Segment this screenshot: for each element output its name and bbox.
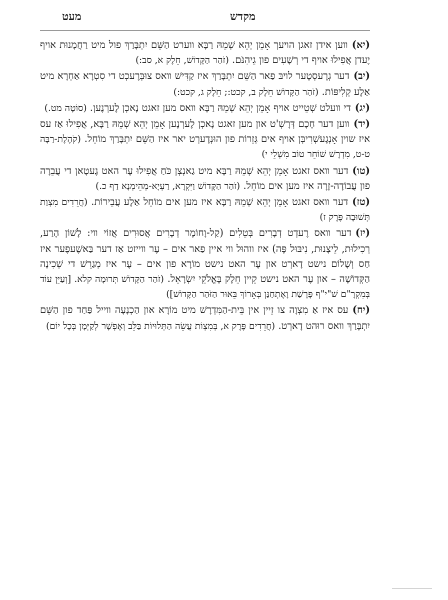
header-rule [40,30,370,31]
source-citation: (סוֹטָה מט.) [44,102,87,114]
paragraph-11 [40,38,370,68]
running-header-center: מקדש [230,10,256,23]
scan-edge-mark [392,588,432,589]
source-citation: (חֲרֵדִים פֶּרֶק א, בְּמִצְוֹת עֲשֵׂה הַתְּלוּיוֹת בַּלֵּב וְאֶפְשָׁר לְקַיְּמָן בְּכָל יוֹם) [46,320,276,332]
paragraph-text: װען דער חָכָם דְּרָשְׁ'ט און מען זאגט נָאכְן לֶערְנֶען אָמֵן יְהֵא שְׁמֵהּ רַבָּא, אֲפִילוּ אַז עס איז שוין אָנְגֶעשְׁרִיבְּן אױף אים גְּזֵרוֹת פון הוּנְדֶערְט יאר איז הַשֵּׁם יִתְבָּרַךְ מוֹחֵל. [40,119,370,146]
source-citation: (זֹהַר הַקָּדוֹשׁ חֵלֶק ב, קכט:; חֵלֶק ג, קכט:) [173,86,319,98]
paragraph-12 [40,69,370,99]
source-citation: (חֲרֵדִים מִצְוַת תְּשׁוּבָה פֶּרֶק ז) [40,197,370,224]
paragraph-number: (טז) [352,197,370,209]
paragraph-text: דער װאס זאגט אָמֵן יְהֵא שְׁמֵהּ רַבָּא איז מען אים מוֹחֵל אַלֶע עֲבֵירוֹת. [91,197,349,209]
paragraph-13 [40,101,370,116]
paragraph-text: די װעלט שְׁטֵייט אויף אָמֵן יְהֵא שְׁמֵהּ רַבָּא װאס מען זאגט נָאכְן לֶערְנֶען. [89,102,351,114]
paragraph-17 [40,226,370,302]
source-citation: (זֹהַר הַקָּדוֹשׁ וַיִּקְרָא, רַעְיָא-מְהֵימְנָא דַף כ.) [95,180,241,192]
paragraph-text: װען אידן זאגן הױעך אָמֵן יְהֵא שְׁמֵהּ רַבָּא װערט הַשֵּׁם יִתְבָּרַךְ פול מיט רַחֲמָנוּת אויף יֶעדן אֲפִילוּ אויף די רְשָׁעִים פון גֵיהִנֹּם. [40,40,370,67]
paragraph-number: (טו) [352,165,370,177]
running-header-left: מעט [62,10,82,23]
paragraph-text: דער װאס זאגט אָמֵן יְהֵא שְׁמֵהּ רַבָּא מיט גַאנְצְן כֹּחַ אֲפִילוּ עֶר האט גֶעטָאן די עֲבֵרָה פון עֲבוֹדָה-זָרָה איז מען אים מוֹחֵל. [40,165,370,192]
source-citation: (קֹהֶלֶת-רַבָּה ט-ט, מִדְרָשׁ שׁוֹחֵר טוֹב מִשְׁלֵי י) [40,134,370,161]
paragraph-number: (יח) [352,305,370,317]
source-citation: (זֹהַר הַקָּדוֹשׁ תְּרוּמָה קלא. [וְעַיֵּן עוֹד בְּמִקְרָ"ם שׁ"י"ף פָּרָשַׁת וָאֶתְחַנַּן בְּאָרוֹךְ בֵּאוּר הַזֹּהַר הַקָּדוֹשׁ]) [40,274,370,301]
paragraph-text: דער גְרֶעסְטֶער לױבּ פַאר הַשֵּׁם יִתְבָּרַךְ איז קַדִּישׁ װאס צוּבְּרֶעכְט די סִטְרָא אַחְרָא מיט אַלֶע קְלִיפּוֹת. [40,71,370,98]
source-citation: (זֹהַר הַקָּדוֹשׁ, חֵלֶק א, סב:) [135,55,229,67]
paragraph-15 [40,164,370,194]
paragraph-text: עס איז אַ מִצְוָה צו זֵיין אין בֵּית-הַמִּדְרָשׁ מיט מוֹרָא און הַכְנָעָה װייל פַּחַד פון הַשֵּׁם יִתְבָּרַךְ װאס רוּהט דָארְט. [40,305,370,332]
paragraph-14 [40,117,370,163]
paragraph-16 [40,195,370,225]
body-text [40,38,370,335]
paragraph-number: (יא) [351,40,370,51]
paragraph-number: (יב) [353,71,370,83]
paragraph-18 [40,303,370,333]
paragraph-number: (יד) [353,119,370,131]
paragraph-text: דער װאס רֶעדְט דְבָרִים בְּטֵלִים (קַל-וָחוֹמֶר דְבָרִים אֲסוּרִים אֲזוֹי װי: לָשׁוֹן הָרַע, רְכִילוּת, לֵיצָנוּת, נִיבּוּל פֶּה) איז װהוּל װי איין פַאר אים – עֶר װייזט אַז דער בַּאשֶׁעפֶער איז חַס וְשָׁלוֹם נישט דָארְט און עֶר האט נישט מוֹרָא פון אים – עֶר איז מְגַרֵשׁ די שְׁכִינָה הַקְּדוֹשָׁה – און עֶר האט נישט קֵיין חֵלֶק בֶּאֱלֹקֵי יִשְׂרָאֵל. [40,228,370,286]
paragraph-number: (יז) [355,228,370,240]
paragraph-number: (יג) [354,102,370,114]
